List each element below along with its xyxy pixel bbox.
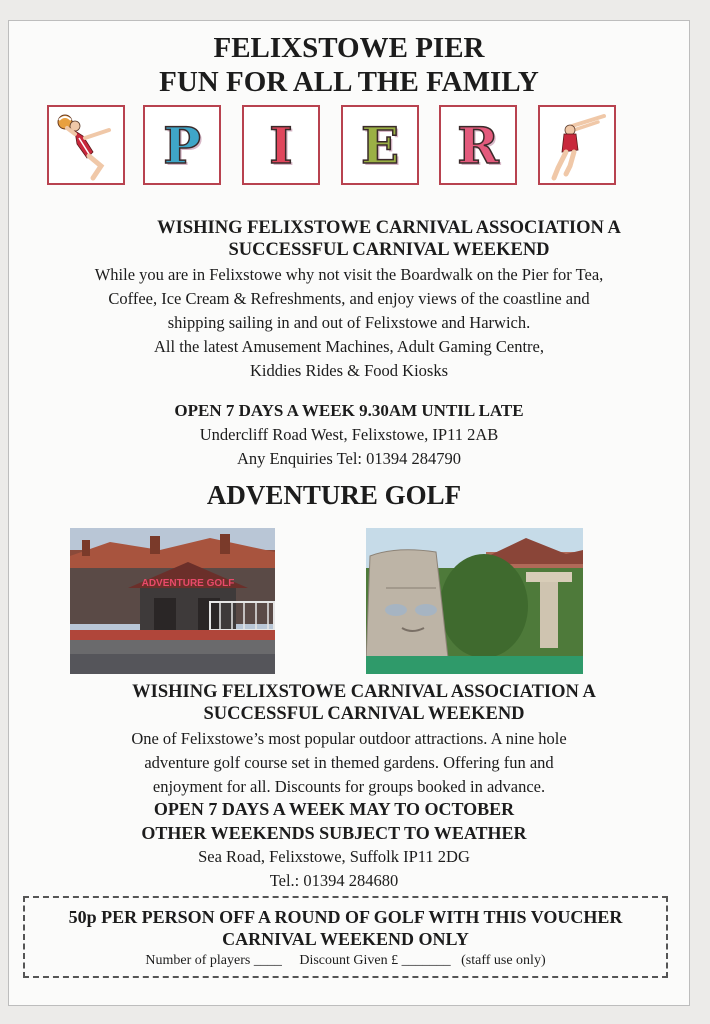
- pier-body-line: All the latest Amusement Machines, Adult Gaming Centre,: [154, 337, 544, 356]
- golf-building-sign: ADVENTURE GOLF: [141, 578, 235, 589]
- golf-open-line-2: OTHER WEEKENDS SUBJECT TO WEATHER: [141, 823, 527, 843]
- pier-body-line: Coffee, Ice Cream & Refreshments, and enjoy views of the coastline and: [108, 289, 590, 308]
- voucher-discount-field: Discount Given £ _______: [299, 953, 451, 968]
- tile-letter-r-text: R: [457, 115, 499, 175]
- discount-voucher: [23, 896, 668, 978]
- tile-beach-ball-swimmer: [47, 105, 125, 185]
- flyer-page: [8, 20, 690, 1006]
- golf-opening-hours: [9, 797, 659, 845]
- pier-telephone: Any Enquiries Tel: 01394 284790: [236, 449, 462, 468]
- pier-opening-hours: OPEN 7 DAYS A WEEK 9.30AM UNTIL LATE: [174, 401, 524, 420]
- golf-title: ADVENTURE GOLF: [206, 480, 462, 510]
- pier-heading: [119, 217, 659, 261]
- golf-building-photo: [70, 528, 275, 674]
- golf-body-line: adventure golf course set in themed gardens. Offering fun and: [144, 753, 554, 772]
- golf-body-line: One of Felixstowe’s most popular outdoor attractions. A nine hole: [131, 729, 567, 748]
- voucher-players-field: Number of players ____: [145, 953, 282, 968]
- tile-letter-p: [143, 105, 221, 185]
- golf-open-line-1: OPEN 7 DAYS A WEEK MAY TO OCTOBER: [153, 799, 515, 819]
- tile-letter-e: [341, 105, 419, 185]
- title-line-2: FUN FOR ALL THE FAMILY: [159, 66, 539, 98]
- tile-letter-e-text: E: [360, 115, 400, 175]
- pier-body-line: Kiddies Rides & Food Kiosks: [249, 361, 449, 380]
- golf-contact: [9, 845, 659, 893]
- pier-heading-line-2: SUCCESSFUL CARNIVAL WEEKEND: [228, 240, 550, 260]
- golf-heading-line-1: WISHING FELIXSTOWE CARNIVAL ASSOCIATION A: [132, 682, 596, 702]
- golf-building-image: [70, 528, 275, 674]
- pier-contact: [9, 399, 689, 471]
- beach-ball-swimmer-icon: [53, 108, 119, 182]
- golf-course-photo: [366, 528, 583, 674]
- tile-letter-p-text: P: [163, 115, 201, 175]
- golf-description: [9, 727, 689, 799]
- pier-body-line: While you are in Felixstowe why not visit the Boardwalk on the Pier for Tea,: [94, 265, 604, 284]
- tile-letter-i: [242, 105, 320, 185]
- voucher-offer: 50p PER PERSON OFF A ROUND OF GOLF WITH THIS VOUCHER: [68, 907, 623, 927]
- voucher-validity: CARNIVAL WEEKEND ONLY: [222, 929, 469, 949]
- pier-heading-line-1: WISHING FELIXSTOWE CARNIVAL ASSOCIATION A: [157, 218, 621, 238]
- voucher-staff-fields: [25, 951, 666, 971]
- title-line-1: FELIXSTOWE PIER: [213, 32, 485, 64]
- golf-heading-line-2: SUCCESSFUL CARNIVAL WEEKEND: [203, 704, 525, 724]
- tile-letter-r: [439, 105, 517, 185]
- pier-body-line: shipping sailing in and out of Felixstowe and Harwich.: [167, 313, 531, 332]
- tile-diving-swimmer: [538, 105, 616, 185]
- golf-telephone: Tel.: 01394 284680: [269, 871, 399, 890]
- golf-heading: [69, 681, 659, 725]
- pier-description: [9, 263, 689, 383]
- golf-course-image: [366, 528, 583, 674]
- page-title: [9, 31, 689, 99]
- voucher-staff-note: (staff use only): [461, 953, 546, 968]
- tile-letter-i-text: I: [269, 115, 293, 175]
- diving-swimmer-icon: [544, 108, 610, 182]
- pier-address: Undercliff Road West, Felixstowe, IP11 2AB: [199, 425, 499, 444]
- golf-address: Sea Road, Felixstowe, Suffolk IP11 2DG: [198, 847, 470, 866]
- golf-body-line: enjoyment for all. Discounts for groups booked in advance.: [152, 777, 546, 796]
